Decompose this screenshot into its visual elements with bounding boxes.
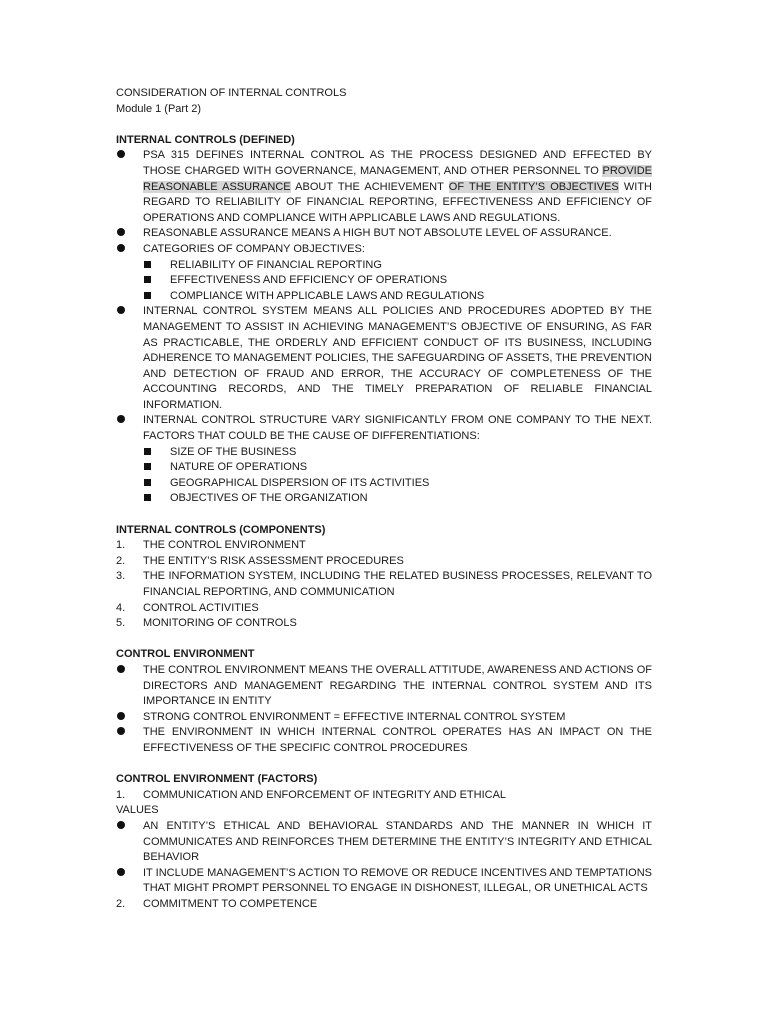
document-title: CONSIDERATION OF INTERNAL CONTROLS [116, 87, 347, 99]
numbered-item: 2. COMMITMENT TO COMPETENCE [116, 897, 652, 913]
section-heading-factors: CONTROL ENVIRONMENT (FACTORS) [116, 773, 318, 786]
section-heading-environment: CONTROL ENVIRONMENT [116, 648, 255, 661]
bullet-icon [117, 306, 125, 314]
numbered-item: 1. THE CONTROL ENVIRONMENT [116, 538, 652, 554]
bullet-icon [117, 228, 125, 236]
square-bullet-icon [144, 261, 151, 268]
list-item: THE CONTROL ENVIRONMENT MEANS THE OVERALL ATTITUDE, AWARENESS AND ACTIONS OF DIRECTORS AND MANAGEMENT REGARDING THE INTERNAL CONTROL SYSTEM AND ITS IMPORTANCE IN ENTITY [116, 663, 652, 710]
item-number: 5. [116, 617, 126, 630]
square-bullet-icon [144, 448, 151, 455]
highlighted-text: PROVIDE REASONABLE ASSURANCE [143, 164, 652, 193]
sub-list-item: EFFECTIVENESS AND EFFICIENCY OF OPERATIONS [116, 273, 652, 289]
list-item: PSA 315 DEFINES INTERNAL CONTROL AS THE PROCESS DESIGNED AND EFFECTED BY THOSE CHARGED WITH GOVERNANCE, MANAGEMENT, AND OTHER PERSONNEL TO PROVIDE REASONABLE ASSURANCE ABOUT THE ACHIEVEMENT OF THE ENTITY’S OBJECTIVES WITH REGARD TO RELIABILITY OF FINANCIAL REPORTING, EFFECTIVENESS AND EFFICIENCY OF OPERATIONS AND COMPLIANCE WITH APPLICABLE LAWS AND REGULATIONS. [116, 148, 652, 226]
module-label: Module 1 (Part 2) [116, 102, 201, 115]
sub-list-item: RELIABILITY OF FINANCIAL REPORTING [116, 258, 652, 274]
list-item: REASONABLE ASSURANCE MEANS A HIGH BUT NOT ABSOLUTE LEVEL OF ASSURANCE. [116, 226, 652, 242]
numbered-item: 3. THE INFORMATION SYSTEM, INCLUDING THE RELATED BUSINESS PROCESSES, RELEVANT TO FINANCIAL REPORTING, AND COMMUNICATION [116, 570, 652, 598]
square-bullet-icon [144, 276, 151, 283]
bullet-icon [117, 665, 125, 673]
list-item: STRONG CONTROL ENVIRONMENT = EFFECTIVE INTERNAL CONTROL SYSTEM [116, 710, 652, 726]
bullet-icon [117, 727, 125, 735]
numbered-item: 1. COMMUNICATION AND ENFORCEMENT OF INTEGRITY AND ETHICAL [116, 788, 652, 804]
bullet-icon [117, 868, 125, 876]
bullet-icon [117, 415, 125, 423]
item-number: 1. [116, 539, 126, 552]
square-bullet-icon [144, 292, 151, 299]
square-bullet-icon [144, 463, 151, 470]
item-number: 1. [116, 788, 126, 801]
sub-list-item: SIZE OF THE BUSINESS [116, 445, 652, 461]
item-number: 4. [116, 601, 126, 614]
item-number: 3. [116, 570, 126, 583]
sub-list-item: NATURE OF OPERATIONS [116, 460, 652, 476]
bullet-icon [117, 244, 125, 252]
numbered-item: 4. CONTROL ACTIVITIES [116, 601, 652, 617]
highlighted-text: OF THE ENTITY’S OBJECTIVES [448, 180, 619, 193]
item-number: 2. [116, 897, 126, 910]
sub-list-item: OBJECTIVES OF THE ORGANIZATION [116, 491, 652, 507]
section-heading-defined: INTERNAL CONTROLS (DEFINED) [116, 133, 295, 146]
list-item: INTERNAL CONTROL STRUCTURE VARY SIGNIFICANTLY FROM ONE COMPANY TO THE NEXT. FACTORS THAT COULD BE THE CAUSE OF DIFFERENTIATIONS: [116, 413, 652, 444]
sub-list-item: COMPLIANCE WITH APPLICABLE LAWS AND REGULATIONS [116, 289, 652, 305]
list-item: IT INCLUDE MANAGEMENT’S ACTION TO REMOVE OR REDUCE INCENTIVES AND TEMPTATIONS THAT MIGHT PROMPT PERSONNEL TO ENGAGE IN DISHONEST, ILLEGAL, OR UNETHICAL ACTS [116, 866, 652, 897]
continuation-text: VALUES [116, 804, 159, 817]
list-item: INTERNAL CONTROL SYSTEM MEANS ALL POLICIES AND PROCEDURES ADOPTED BY THE MANAGEMENT TO ASSIST IN ACHIEVING MANAGEMENT’S OBJECTIVE OF ENSURING, AS FAR AS PRACTICABLE, THE ORDERLY AND EFFICIENT CONDUCT OF ITS BUSINESS, INCLUDING ADHERENCE TO MANAGEMENT POLICIES, THE SAFEGUARDING OF ASSETS, THE PREVENTION AND DETECTION OF FRAUD AND ERROR, THE ACCURACY OF COMPLETENESS OF THE ACCOUNTING RECORDS, AND THE TIMELY PREPARATION OF RELIABLE FINANCIAL INFORMATION. [116, 304, 652, 413]
list-item: CATEGORIES OF COMPANY OBJECTIVES: [116, 242, 652, 258]
document-page [116, 86, 652, 912]
sub-list-item: GEOGRAPHICAL DISPERSION OF ITS ACTIVITIES [116, 476, 652, 492]
square-bullet-icon [144, 479, 151, 486]
numbered-item: 2. THE ENTITY’S RISK ASSESSMENT PROCEDURES [116, 554, 652, 570]
bullet-icon [117, 712, 125, 720]
square-bullet-icon [144, 494, 151, 501]
item-number: 2. [116, 554, 126, 567]
numbered-item: 5. MONITORING OF CONTROLS [116, 616, 652, 632]
bullet-icon [117, 821, 125, 829]
bullet-icon [117, 150, 125, 158]
list-item: AN ENTITY’S ETHICAL AND BEHAVIORAL STANDARDS AND THE MANNER IN WHICH IT COMMUNICATES AND REINFORCES THEM DETERMINE THE ENTITY’S INTEGRITY AND ETHICAL BEHAVIOR [116, 819, 652, 866]
list-item: THE ENVIRONMENT IN WHICH INTERNAL CONTROL OPERATES HAS AN IMPACT ON THE EFFECTIVENESS OF THE SPECIFIC CONTROL PROCEDURES [116, 725, 652, 756]
section-heading-components: INTERNAL CONTROLS (COMPONENTS) [116, 523, 326, 536]
